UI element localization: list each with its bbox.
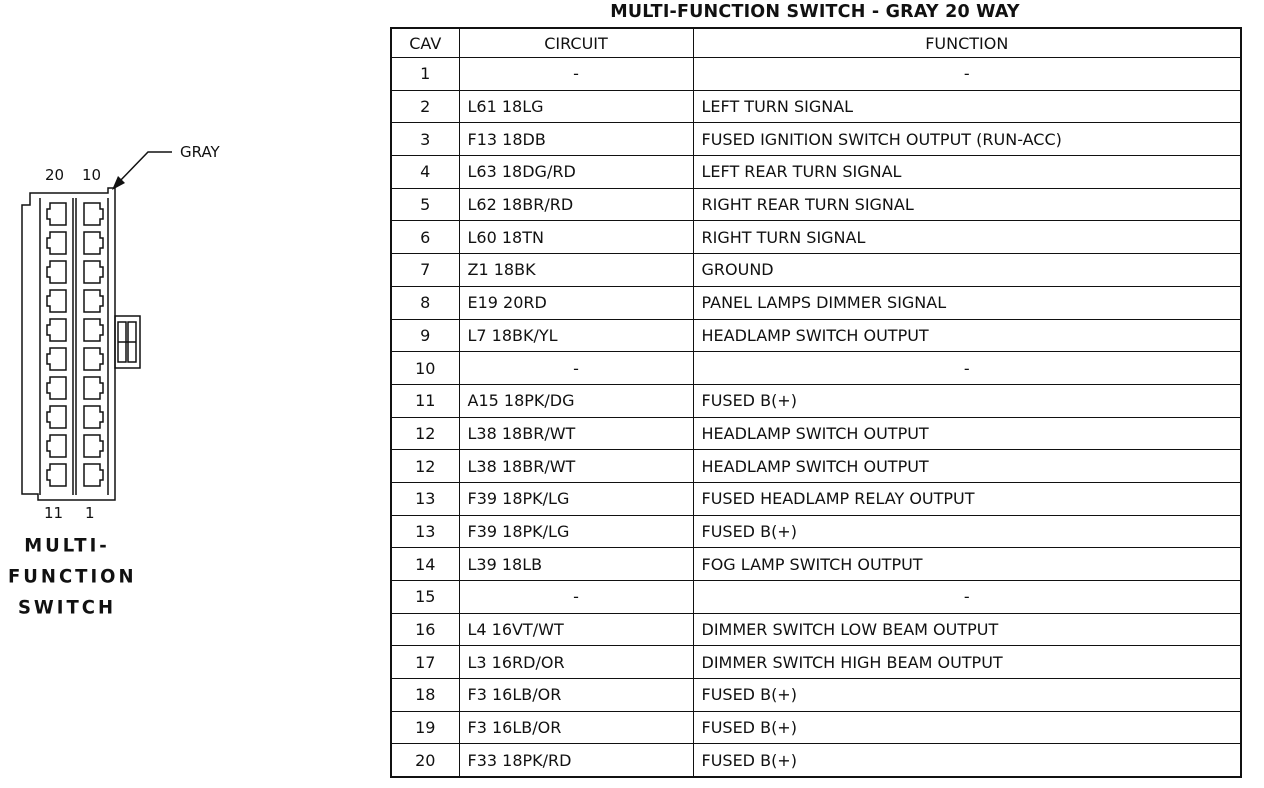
connector-illustration (0, 0, 380, 788)
pin-cavity (84, 435, 103, 457)
table-row (391, 156, 1241, 189)
cav-cell: 4 (391, 156, 459, 189)
color-callout-label: GRAY (180, 143, 220, 161)
pin-cavity (47, 348, 66, 370)
connector-name-line-1: MULTI- (24, 534, 110, 557)
function-cell: FUSED B(+) (693, 679, 1241, 712)
pin-cavity (84, 203, 103, 225)
circuit-cell: E19 20RD (459, 286, 693, 319)
function-cell: LEFT REAR TURN SIGNAL (693, 156, 1241, 189)
cav-cell: 1 (391, 58, 459, 91)
function-cell: RIGHT TURN SIGNAL (693, 221, 1241, 254)
circuit-cell: F3 16LB/OR (459, 711, 693, 744)
pin-cavity (84, 261, 103, 283)
cav-cell: 6 (391, 221, 459, 254)
circuit-cell: - (459, 352, 693, 385)
table-row (391, 646, 1241, 679)
connector-name-line-2: FUNCTION (8, 565, 137, 588)
function-cell: DIMMER SWITCH HIGH BEAM OUTPUT (693, 646, 1241, 679)
table-row (391, 450, 1241, 483)
table-row (391, 711, 1241, 744)
function-cell: RIGHT REAR TURN SIGNAL (693, 188, 1241, 221)
function-cell: HEADLAMP SWITCH OUTPUT (693, 319, 1241, 352)
function-cell: PANEL LAMPS DIMMER SIGNAL (693, 286, 1241, 319)
function-cell: FUSED B(+) (693, 384, 1241, 417)
circuit-cell: - (459, 581, 693, 614)
function-cell: LEFT TURN SIGNAL (693, 90, 1241, 123)
cav-cell: 16 (391, 613, 459, 646)
cav-cell: 17 (391, 646, 459, 679)
cav-cell: 9 (391, 319, 459, 352)
cav-cell: 8 (391, 286, 459, 319)
pinout-table (390, 27, 1242, 778)
circuit-cell: L61 18LG (459, 90, 693, 123)
cav-cell: 12 (391, 417, 459, 450)
circuit-cell: Z1 18BK (459, 254, 693, 287)
cav-cell: 13 (391, 515, 459, 548)
circuit-cell: L62 18BR/RD (459, 188, 693, 221)
pin-cavity (47, 435, 66, 457)
pin-cavity (84, 232, 103, 254)
table-row (391, 417, 1241, 450)
connector-body (22, 188, 140, 500)
table-row (391, 515, 1241, 548)
function-cell: - (693, 581, 1241, 614)
circuit-cell: L4 16VT/WT (459, 613, 693, 646)
header-function: FUNCTION (693, 28, 1241, 58)
pin-column-left (47, 203, 66, 486)
circuit-cell: L39 18LB (459, 548, 693, 581)
pin-column-right (84, 203, 103, 486)
table-row (391, 90, 1241, 123)
function-cell: DIMMER SWITCH LOW BEAM OUTPUT (693, 613, 1241, 646)
cav-cell: 12 (391, 450, 459, 483)
function-cell: FUSED B(+) (693, 711, 1241, 744)
circuit-cell: F39 18PK/LG (459, 482, 693, 515)
cav-cell: 14 (391, 548, 459, 581)
table-row (391, 384, 1241, 417)
table-row (391, 679, 1241, 712)
pin-cavity (47, 406, 66, 428)
cav-cell: 2 (391, 90, 459, 123)
connector-drawing (0, 0, 380, 788)
cav-cell: 3 (391, 123, 459, 156)
circuit-cell: A15 18PK/DG (459, 384, 693, 417)
table-row (391, 123, 1241, 156)
table-row (391, 58, 1241, 91)
function-cell: HEADLAMP SWITCH OUTPUT (693, 417, 1241, 450)
cav-cell: 18 (391, 679, 459, 712)
circuit-cell: F33 18PK/RD (459, 744, 693, 777)
pin-cavity (84, 290, 103, 312)
cav-cell: 19 (391, 711, 459, 744)
pin-label-1: 1 (85, 504, 95, 522)
connector-name-line-3: SWITCH (17, 596, 117, 619)
pin-label-10: 10 (82, 166, 102, 184)
callout-leader-line (117, 152, 172, 184)
pin-cavity (47, 377, 66, 399)
function-cell: HEADLAMP SWITCH OUTPUT (693, 450, 1241, 483)
table-row (391, 548, 1241, 581)
circuit-cell: L3 16RD/OR (459, 646, 693, 679)
function-cell: FUSED HEADLAMP RELAY OUTPUT (693, 482, 1241, 515)
cav-cell: 11 (391, 384, 459, 417)
pin-cavity (47, 203, 66, 225)
table-row (391, 221, 1241, 254)
circuit-cell: L60 18TN (459, 221, 693, 254)
table-row (391, 286, 1241, 319)
circuit-cell: L63 18DG/RD (459, 156, 693, 189)
pin-label-11: 11 (44, 504, 64, 522)
circuit-cell: L7 18BK/YL (459, 319, 693, 352)
circuit-cell: F3 16LB/OR (459, 679, 693, 712)
table-row (391, 352, 1241, 385)
pin-label-20: 20 (45, 166, 65, 184)
pin-cavity (84, 406, 103, 428)
circuit-cell: F13 18DB (459, 123, 693, 156)
table-row (391, 613, 1241, 646)
pin-cavity (47, 261, 66, 283)
circuit-cell: F39 18PK/LG (459, 515, 693, 548)
circuit-cell: - (459, 58, 693, 91)
pin-cavity (47, 319, 66, 341)
function-cell: FUSED B(+) (693, 515, 1241, 548)
cav-cell: 20 (391, 744, 459, 777)
table-body (391, 58, 1241, 778)
table-header-row (391, 28, 1241, 58)
pin-cavity (47, 464, 66, 486)
function-cell: - (693, 352, 1241, 385)
cav-cell: 15 (391, 581, 459, 614)
pin-cavity (47, 232, 66, 254)
circuit-cell: L38 18BR/WT (459, 450, 693, 483)
pin-cavity (84, 348, 103, 370)
cav-cell: 13 (391, 482, 459, 515)
cav-cell: 7 (391, 254, 459, 287)
table-row (391, 188, 1241, 221)
header-circuit: CIRCUIT (459, 28, 693, 58)
circuit-cell: L38 18BR/WT (459, 417, 693, 450)
pin-cavity (84, 377, 103, 399)
pin-cavity (84, 319, 103, 341)
table-row (391, 254, 1241, 287)
table-row (391, 581, 1241, 614)
function-cell: FUSED B(+) (693, 744, 1241, 777)
table-row (391, 482, 1241, 515)
function-cell: GROUND (693, 254, 1241, 287)
table-row (391, 744, 1241, 777)
cav-cell: 10 (391, 352, 459, 385)
table-title: MULTI-FUNCTION SWITCH - GRAY 20 WAY (610, 2, 1020, 22)
pin-cavity (84, 464, 103, 486)
pin-cavity (47, 290, 66, 312)
table-row (391, 319, 1241, 352)
function-cell: - (693, 58, 1241, 91)
function-cell: FUSED IGNITION SWITCH OUTPUT (RUN-ACC) (693, 123, 1241, 156)
function-cell: FOG LAMP SWITCH OUTPUT (693, 548, 1241, 581)
header-cav: CAV (391, 28, 459, 58)
cav-cell: 5 (391, 188, 459, 221)
